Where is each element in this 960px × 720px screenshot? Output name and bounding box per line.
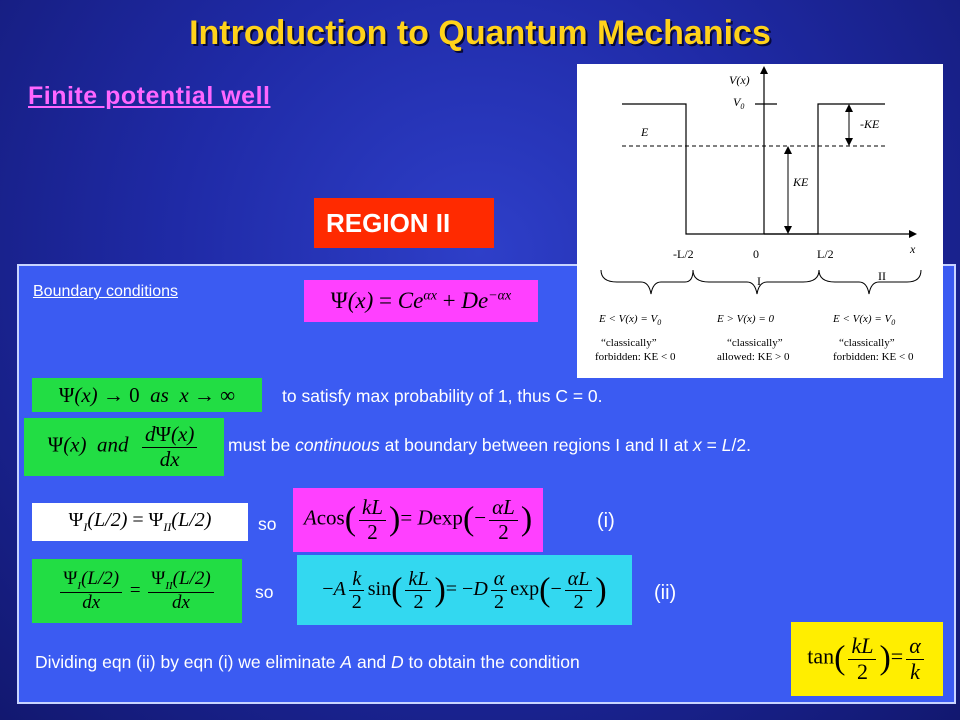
label-ii: (ii) <box>654 582 677 604</box>
x-tick-zero: 0 <box>753 247 759 261</box>
condition-left: $E < V(x) = V_0$ <box>599 313 662 327</box>
slide-subtitle: Finite potential well <box>28 82 271 110</box>
dividing-text: Dividing eqn (ii) by eqn (i) we eliminate A and D to obtain the condition <box>35 652 580 672</box>
continuity-equation: Ψ(x) and $\frac{d\Psi(x)}{dx}$ <box>24 418 224 476</box>
v-label: V(x) <box>729 73 750 87</box>
region-i-label: I <box>757 274 761 288</box>
region-label: REGION II <box>314 198 494 248</box>
condition-middle-line1: “classically” <box>727 337 783 349</box>
equation-ii: −A $\frac{k}{2}$ sin( $\frac{kL}{2}$ )= −D $\frac{\alpha}{2}$ exp(− $\frac{\alpha L}{2}$ ) <box>297 555 632 625</box>
condition-middle: E > V(x) = 0 <box>717 313 774 325</box>
so-label-1: so <box>258 514 277 534</box>
ke-label: KE <box>793 175 809 189</box>
limit-explanation: to satisfy max probability of 1, thus C = 0. <box>282 386 603 406</box>
region-ii-label: II <box>878 269 886 283</box>
x-tick-pos: L/2 <box>817 247 834 261</box>
x-axis-label: x <box>910 242 916 256</box>
e-label: E <box>641 125 649 139</box>
so-label-2: so <box>255 582 274 602</box>
potential-well-figure <box>577 64 943 378</box>
condition-right: $E < V(x) = V_0$ <box>833 313 896 327</box>
slide-title: Introduction to Quantum Mechanics <box>189 14 771 52</box>
limit-equation: Ψ(x) → 0 as x → ∞ <box>32 378 262 412</box>
condition-middle-line2: allowed: KE > 0 <box>717 351 790 363</box>
condition-left-line2: forbidden: KE < 0 <box>595 351 676 363</box>
derivative-match-equation: $\frac{\Psi_I(L/2)}{dx}$ = $\frac{\Psi_{II}(L/2)}{dx}$ <box>32 559 242 623</box>
wavefunction-match-equation: $\Psi_I(L/2) = \Psi_{II}(L/2)$ <box>32 503 248 541</box>
tan-condition-equation: tan( $\frac{kL}{2}$ )= $\frac{\alpha}{k}$ <box>791 622 943 696</box>
condition-right-line1: “classically” <box>839 337 895 349</box>
general-solution-equation: $\Psi(x) = Ce^{\alpha x} + De^{-\alpha x}$ <box>304 280 538 322</box>
condition-left-line1: “classically” <box>601 337 657 349</box>
x-tick-neg: -L/2 <box>673 247 694 261</box>
label-i: (i) <box>597 510 615 532</box>
continuity-text: must be continuous at boundary between regions I and II at x = L/2. <box>228 435 751 455</box>
condition-right-line2: forbidden: KE < 0 <box>833 351 914 363</box>
potential-well-diagram <box>577 64 943 378</box>
v0-label: $V_0$ <box>733 95 745 111</box>
neg-ke-label: -KE <box>860 117 880 131</box>
equation-i: Acos( $\frac{kL}{2}$ )= Dexp(− $\frac{\alpha L}{2}$ ) <box>293 488 543 552</box>
boundary-conditions-heading: Boundary conditions <box>33 283 178 300</box>
